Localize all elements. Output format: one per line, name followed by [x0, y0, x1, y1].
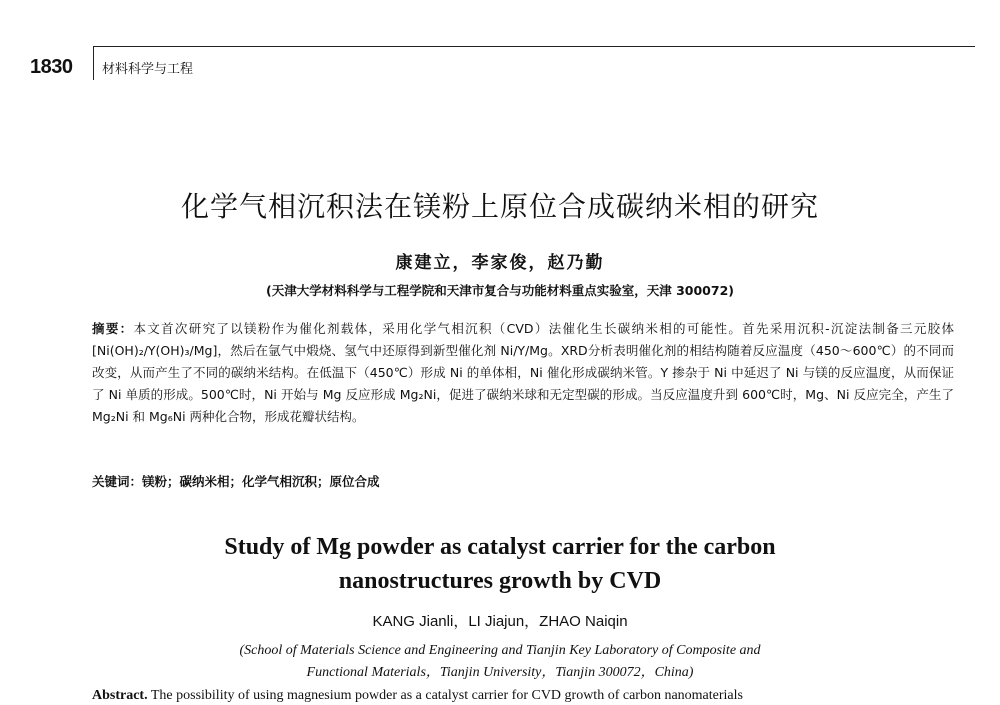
- chinese-abstract-label: 摘要：: [92, 321, 134, 336]
- chinese-keywords: [92, 472, 954, 490]
- chinese-abstract: [92, 318, 954, 428]
- header-rule: [93, 46, 975, 47]
- english-abstract: [92, 688, 954, 705]
- chinese-affiliation: (天津大学材料科学与工程学院和天津市复合与功能材料重点实验室，天津 300072): [266, 283, 734, 298]
- english-title: [0, 530, 1000, 598]
- journal-name: 材料科学与工程: [102, 62, 194, 77]
- english-affiliation-line-2: Functional Materials，Tianjin University，Tianjin 300072，China): [306, 665, 694, 680]
- chinese-authors: 康建立，李家俊，赵乃勤: [395, 253, 605, 273]
- english-authors: KANG Jianli，LI Jiajun，ZHAO Naiqin: [372, 613, 628, 630]
- chinese-title: 化学气相沉积法在镁粉上原位合成碳纳米相的研究: [180, 190, 819, 223]
- english-title-line-2: nanostructures growth by CVD: [338, 568, 662, 594]
- chinese-keywords-label: 关键词：: [92, 474, 143, 489]
- english-abstract-label: Abstract.: [92, 688, 148, 703]
- chinese-abstract-text: 本文首次研究了以镁粉作为催化剂载体，采用化学气相沉积（CVD）法催化生长碳纳米相的可能性。首先采用沉积-沉淀法制备三元胶体 [Ni(OH)₂/Y(OH)₃/Mg]，然后在氩气中煅烧、氢气中还原得到新型催化剂 Ni/Y/Mg。XRD分析表明催化剂的相结构随着反应温度（450～600℃）的不同而改变，从而产生了不同的碳纳米结构。在低温下（450℃）形成 Ni 的单体相，Ni 催化形成碳纳米管。Y 掺杂于 Ni 中延迟了 Ni 与镁的反应温度，从而保证了 Ni 单质的形成。500℃时，Ni 开始与 Mg 反应形成 Mg₂Ni，促进了碳纳米球和无定型碳的形成。当反应温度升到 600℃时，Mg、Ni 反应完全，产生了 Mg₂Ni 和 Mg₆Ni 两种化合物，形成花瓣状结构。: [92, 321, 954, 424]
- english-title-line-1: Study of Mg powder as catalyst carrier for the carbon: [224, 534, 776, 560]
- page-header: [30, 36, 975, 86]
- english-abstract-text: The possibility of using magnesium powder as a catalyst carrier for CVD growth of carbon nanomaterials: [147, 688, 743, 703]
- header-rule-vertical: [93, 46, 94, 80]
- english-affiliation: [0, 640, 1000, 684]
- english-affiliation-line-1: (School of Materials Science and Engineering and Tianjin Key Laboratory of Composite and: [239, 643, 761, 658]
- chinese-keywords-text: 镁粉；碳纳米相；化学气相沉积；原位合成: [142, 474, 380, 489]
- page-number: 1830: [30, 56, 73, 78]
